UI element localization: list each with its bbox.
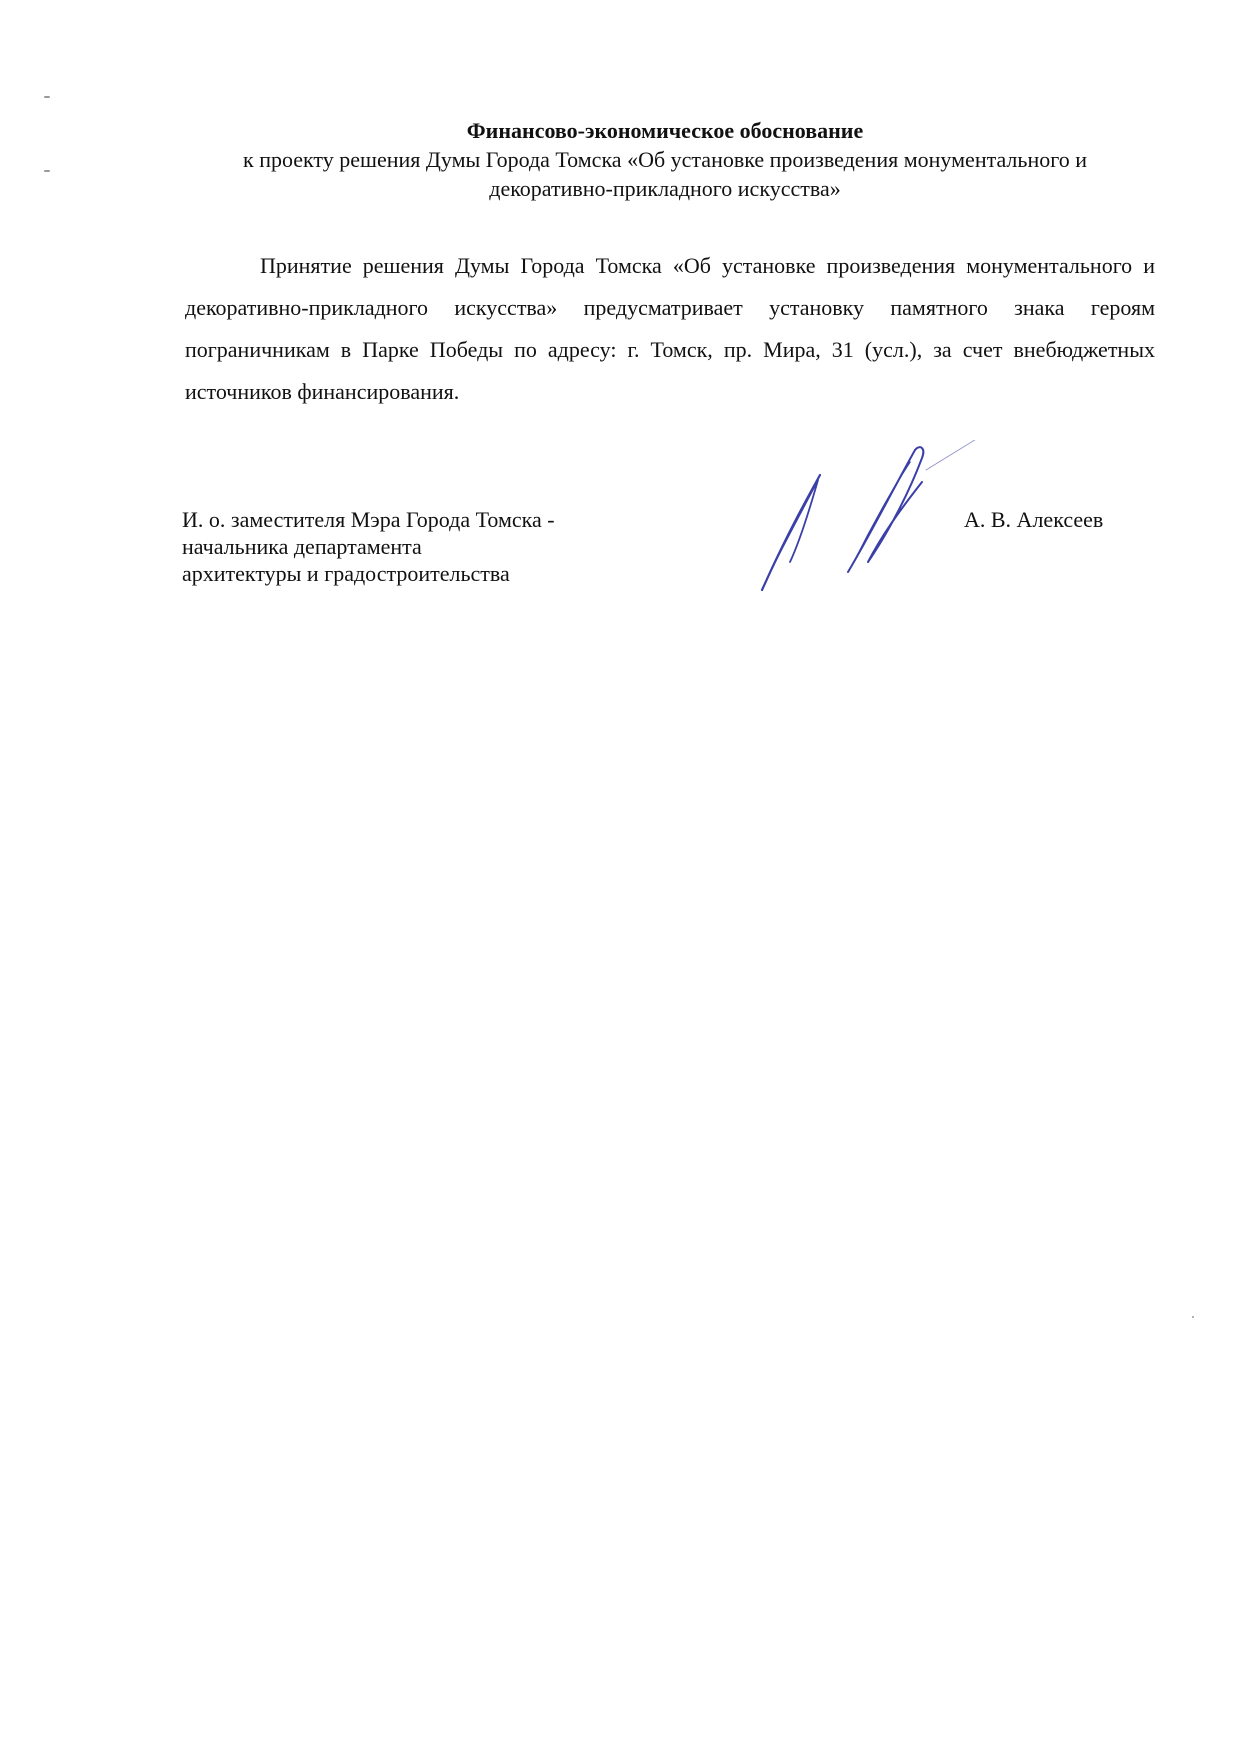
signature-stroke <box>848 447 923 572</box>
signer-name: А. В. Алексеев <box>964 507 1104 532</box>
title-heading: Финансово-экономическое обоснование <box>466 118 864 143</box>
scan-speck <box>44 170 50 172</box>
signer-position-line-2: начальника департамента <box>182 534 422 559</box>
body-paragraph: Принятие решения Думы Города Томска «Об установке произведения монументального и декоративно-прикладного искусства» предусматривает установку памятного знака героям пограничникам в Парке Победы по адресу: г. Томск, пр. Мира, 31 (усл.), за счет внебюджетных источников финансирования. <box>185 253 1155 404</box>
signature-stroke <box>772 480 818 568</box>
signer-position <box>182 506 555 587</box>
title-subtitle-line-1: к проекту решения Думы Города Томска «Об установке произведения монументального и <box>243 147 1087 172</box>
document-title <box>170 116 1160 203</box>
title-subtitle-line-2: декоративно-прикладного искусства» <box>489 176 841 201</box>
scan-speck <box>44 96 50 98</box>
signature-stroke <box>926 440 978 470</box>
signer-position-line-3: архитектуры и градостроительства <box>182 561 510 586</box>
signer-position-line-1: И. о. заместителя Мэра Города Томска - <box>182 507 555 532</box>
handwritten-signature <box>750 440 990 600</box>
scan-speck <box>1192 1316 1194 1318</box>
